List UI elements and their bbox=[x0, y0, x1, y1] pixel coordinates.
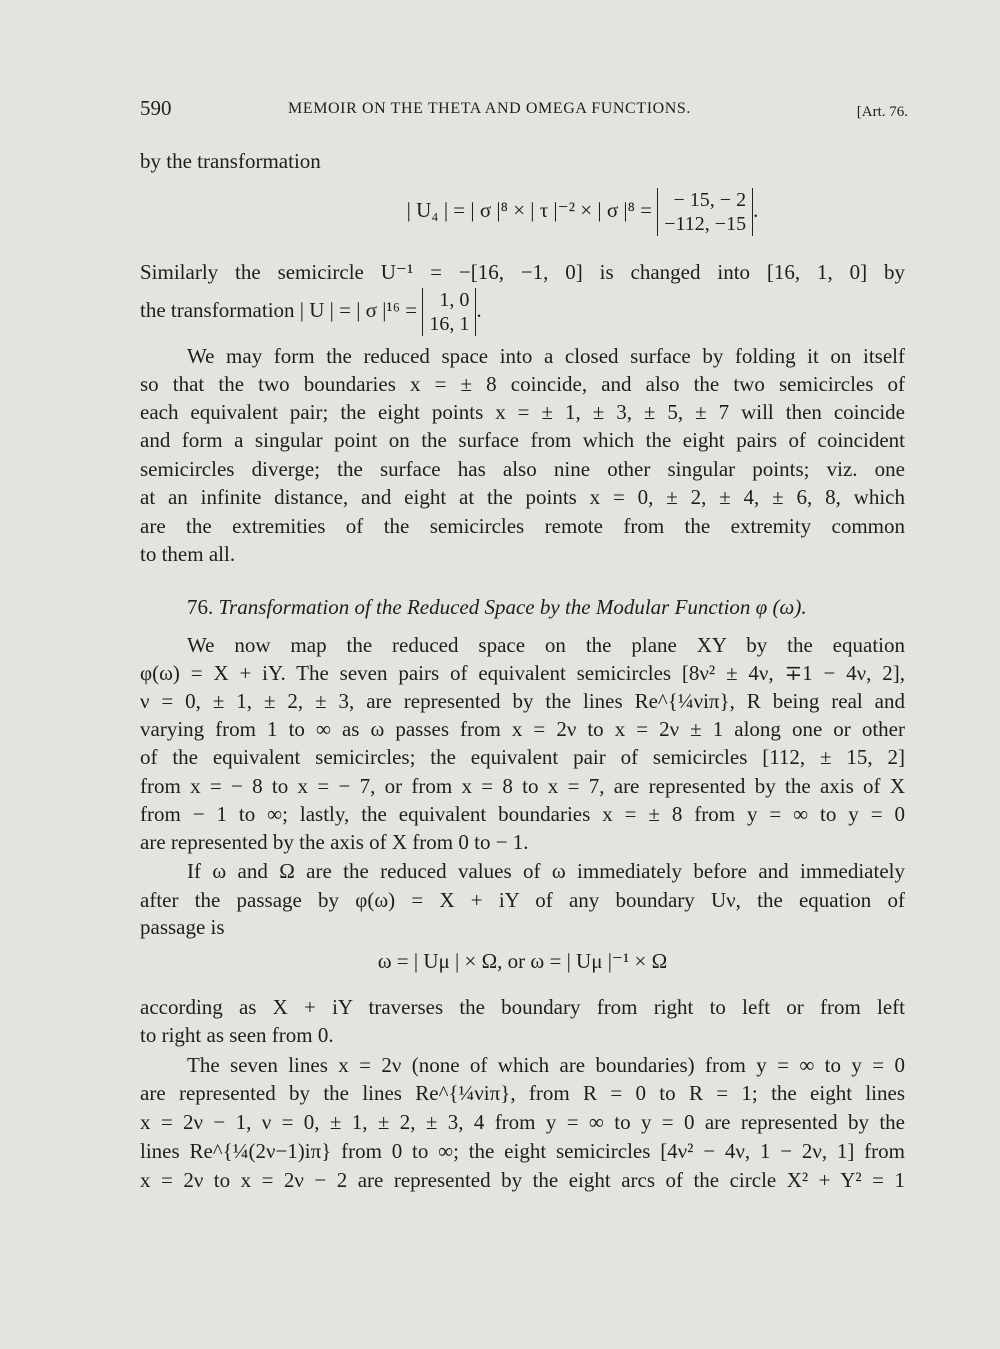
text-line: are represented by the lines Re^{¼νiπ}, from R = 0 to R = 1; the eight lines bbox=[140, 1081, 905, 1105]
text-line: at an infinite distance, and eight at the points x = 0, ± 2, ± 4, ± 6, 8, which bbox=[140, 485, 905, 509]
text-line: from x = − 8 to x = − 7, or from x = 8 to x = 7, are represented by the axis of X bbox=[140, 774, 905, 798]
equation-u bbox=[140, 288, 905, 338]
equation-end: . bbox=[476, 297, 482, 322]
text-line: are the extremities of the semicircles remote from the extremity common bbox=[140, 514, 905, 538]
text-line: to right as seen from 0. bbox=[140, 1023, 334, 1047]
text-line: ν = 0, ± 1, ± 2, ± 3, are represented by the lines Re^{¼νiπ}, R being real and bbox=[140, 689, 905, 713]
text-line: We may form the reduced space into a closed surface by folding it on itself bbox=[187, 344, 905, 368]
section-number: 76. bbox=[187, 595, 214, 619]
determinant bbox=[422, 288, 476, 336]
determinant-row: 16, 1 bbox=[429, 313, 470, 335]
determinant-row: −112, −15 bbox=[664, 213, 747, 235]
equation-end: . bbox=[753, 197, 759, 222]
section-heading bbox=[140, 593, 905, 621]
determinant bbox=[657, 188, 753, 236]
text-line: to them all. bbox=[140, 542, 236, 566]
text-line: The seven lines x = 2ν (none of which are boundaries) from y = ∞ to y = 0 bbox=[187, 1053, 905, 1077]
text-line: are represented by the axis of X from 0 to − 1. bbox=[140, 830, 529, 854]
equation-left: | U₄ | = | σ |⁸ × | τ |⁻² × | σ |⁸ = bbox=[406, 197, 653, 222]
determinant-row: − 15, − 2 bbox=[673, 189, 747, 211]
text-line: If ω and Ω are the reduced values of ω immediately before and immediately bbox=[187, 859, 905, 883]
text-line: x = 2ν − 1, ν = 0, ± 1, ± 2, ± 3, 4 from y = ∞ to y = 0 are represented by the bbox=[140, 1110, 905, 1134]
equation-u4 bbox=[140, 188, 905, 234]
running-title: MEMOIR ON THE THETA AND OMEGA FUNCTIONS. bbox=[288, 100, 692, 117]
text-line: x = 2ν to x = 2ν − 2 are represented by the eight arcs of the circle X² + Y² = 1 bbox=[140, 1168, 905, 1192]
text-line: from − 1 to ∞; lastly, the equivalent boundaries x = ± 8 from y = ∞ to y = 0 bbox=[140, 802, 905, 826]
page-number: 590 bbox=[140, 96, 172, 120]
text-line: lines Re^{¼(2ν−1)iπ} from 0 to ∞; the eight semicircles [4ν² − 4ν, 1 − 2ν, 1] from bbox=[140, 1139, 905, 1163]
text-line: and form a singular point on the surface from which the eight pairs of coincident bbox=[140, 428, 905, 452]
text-line: Similarly the semicircle U⁻¹ = −[16, −1, 0] is changed into [16, 1, 0] by bbox=[140, 260, 905, 284]
text-line: each equivalent pair; the eight points x = ± 1, ± 3, ± 5, ± 7 will then coincide bbox=[140, 400, 905, 424]
text-line: after the passage by φ(ω) = X + iY of any boundary Uν, the equation of bbox=[140, 888, 905, 912]
text-line: by the transformation bbox=[140, 149, 321, 173]
text-line: according as X + iY traverses the boundary from right to left or from left bbox=[140, 995, 905, 1019]
text-line: φ(ω) = X + iY. The seven pairs of equivalent semicircles [8ν² ± 4ν, ∓1 − 4ν, 2], bbox=[140, 661, 905, 685]
text-line: of the equivalent semicircles; the equivalent pair of semicircles [112, ± 15, 2] bbox=[140, 745, 905, 769]
text-line: varying from 1 to ∞ as ω passes from x = 2ν to x = 2ν ± 1 along one or other bbox=[140, 717, 905, 741]
running-header bbox=[140, 96, 910, 126]
equation-left: the transformation | U | = | σ |¹⁶ = bbox=[140, 297, 418, 322]
determinant-row: 1, 0 bbox=[439, 289, 470, 311]
text-line: semicircles diverge; the surface has also nine other singular points; viz. one bbox=[140, 457, 905, 481]
section-title: Transformation of the Reduced Space by the Modular Function φ (ω). bbox=[218, 595, 807, 619]
equation-passage: ω = | Uμ | × Ω, or ω = | Uμ |⁻¹ × Ω bbox=[377, 949, 668, 973]
article-reference: [Art. 76. bbox=[856, 104, 908, 120]
text-line: passage is bbox=[140, 915, 225, 939]
text-line: We now map the reduced space on the plane XY by the equation bbox=[187, 633, 905, 657]
text-line: so that the two boundaries x = ± 8 coincide, and also the two semicircles of bbox=[140, 372, 905, 396]
